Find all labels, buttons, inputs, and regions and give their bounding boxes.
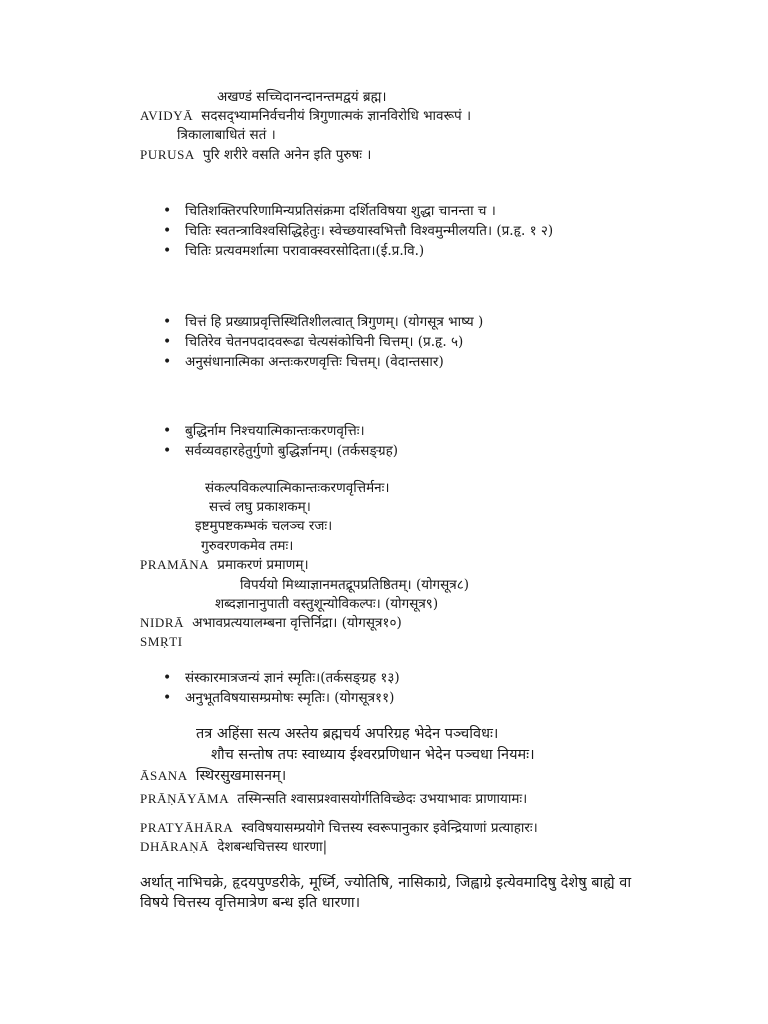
- nidra-line: [140, 614, 402, 632]
- list-item: • चितिः स्वतन्त्राविश्वसिद्धिहेतुः। स्वेच्छयास्वभित्तौ विश्वमुन्मीलयति। (प्र.हृ. १ २): [163, 221, 553, 241]
- vikalpa-line: शब्दज्ञानानुपाती वस्तुशून्योविकल्पः। (योगसूत्र९): [215, 596, 439, 612]
- dharana-line: [140, 838, 327, 856]
- avidya-line: [140, 107, 471, 125]
- pramana-term: PRAMĀNA: [140, 557, 210, 572]
- rajas-line: इष्टमुपष्टकम्भकं चलञ्च रजः।: [195, 518, 333, 534]
- pramana-line: [140, 556, 309, 574]
- avidya-term: AVIDYĀ: [140, 108, 194, 123]
- pratyahara-text: स्वविषयासम्प्रयोगे चित्तस्य स्वरूपानुकार इवेन्द्रियाणां प्रत्याहारः।: [241, 820, 538, 836]
- list-item: • संस्कारमात्रजन्यं ज्ञानं स्मृतिः।(तर्कसङ्ग्रह १३): [163, 668, 400, 688]
- chiti-list: [163, 201, 553, 261]
- nidra-text: अभावप्रत्ययालम्बना वृत्तिर्निद्रा। (योगसूत्र१०): [192, 615, 402, 631]
- pranayama-term: PRĀṆĀYĀMA: [140, 791, 230, 806]
- closing-paragraph: [140, 873, 740, 913]
- pramana-text: प्रमाकरणं प्रमाणम्।: [217, 557, 309, 573]
- smrti-list: [163, 668, 400, 708]
- closing-line-2: विषये चित्तस्य वृत्तिमात्रेण बन्ध इति धारणा।: [140, 895, 361, 911]
- niyama-line: शौच सन्तोष तपः स्वाध्याय ईश्वरप्रणिधान भेदेन पञ्चधा नियमः।: [211, 747, 535, 763]
- asana-text: स्थिरसुखमासनम्।: [195, 768, 287, 784]
- purusa-text: पुरि शरीरे वसति अनेन इति पुरुषः ।: [202, 147, 372, 163]
- list-item: • सर्वव्यवहारहेतुर्गुणो बुद्धिर्ज्ञानम्। (तर्कसङ्ग्रह): [163, 441, 398, 461]
- viparyaya-line: विपर्ययो मिथ्याज्ञानमतद्रूपप्रतिष्ठितम्। (योगसूत्र८): [240, 577, 470, 593]
- buddhi-list: [163, 421, 398, 461]
- brahma-definition: अखण्डं सच्चिदानन्दानन्तमद्वयं ब्रह्म।: [217, 89, 387, 105]
- asana-line: [140, 767, 286, 785]
- dharana-term: DHĀRAṆĀ: [140, 839, 210, 854]
- sattva-line: सत्त्वं लघु प्रकाशकम्।: [209, 499, 311, 515]
- list-item: • बुद्धिर्नाम निश्चयात्मिकान्तःकरणवृत्तिः।: [163, 421, 398, 441]
- chitta-list: [163, 312, 483, 372]
- purusa-term: PURUSA: [140, 147, 195, 162]
- list-item: • अनुभूतविषयासम्प्रमोषः स्मृतिः। (योगसूत्र११): [163, 688, 400, 708]
- pratyahara-term: PRATYĀHĀRA: [140, 820, 234, 835]
- purusa-line: [140, 146, 371, 164]
- tamas-line: गुरुवरणकमेव तमः।: [201, 538, 294, 554]
- list-item: • चितिः प्रत्यवमर्शात्मा परावाक्स्वरसोदिता।(ई.प्र.वि.): [163, 241, 553, 261]
- list-item: • चितिरेव चेतनपदादवरूढा चेत्यसंकोचिनी चित्तम्। (प्र.हृ. ५): [163, 332, 483, 352]
- pranayama-line: [140, 790, 527, 808]
- nidra-term: NIDRĀ: [140, 615, 185, 630]
- avidya-text: सदसद्भ्यामनिर्वचनीयं त्रिगुणात्मकं ज्ञानविरोधि भावरूपं ।: [201, 108, 472, 124]
- avidya-continuation: त्रिकालाबाधितं सतं ।: [177, 127, 276, 143]
- dharana-text: देशबन्धचित्तस्य धारणा|: [217, 839, 328, 855]
- pratyahara-line: [140, 819, 538, 837]
- list-item: • अनुसंधानात्मिका अन्तःकरणवृत्तिः चित्तम्। (वेदान्तसार): [163, 352, 483, 372]
- list-item: • चितिशक्तिरपरिणामिन्यप्रतिसंक्रमा दर्शितविषया शुद्धा चानन्ता च ।: [163, 201, 553, 221]
- asana-term: ĀSANA: [140, 768, 188, 783]
- smrti-term: SMṚTI: [140, 634, 183, 649]
- pranayama-text: तस्मिन्सति श्वासप्रश्वासयोर्गतिविच्छेदः उभयाभावः प्राणायामः।: [237, 791, 528, 807]
- manas-definition: संकल्पविकल्पात्मिकान्तःकरणवृत्तिर्मनः।: [205, 480, 390, 496]
- list-item: • चित्तं हि प्रख्याप्रवृत्तिस्थितिशीलत्वात् त्रिगुणम्। (योगसूत्र भाष्य ): [163, 312, 483, 332]
- closing-line-1: अर्थात् नाभिचक्रे, हृदयपुण्डरीके, मूर्ध्नि, ज्योतिषि, नासिकाग्रे, जिह्वाग्रे इत्येवमादिषु देशेषु बाह्ये वा: [140, 875, 632, 891]
- yama-line: तत्र अहिंसा सत्य अस्तेय ब्रह्मचर्य अपरिग्रह भेदेन पञ्चविधः।: [196, 726, 499, 742]
